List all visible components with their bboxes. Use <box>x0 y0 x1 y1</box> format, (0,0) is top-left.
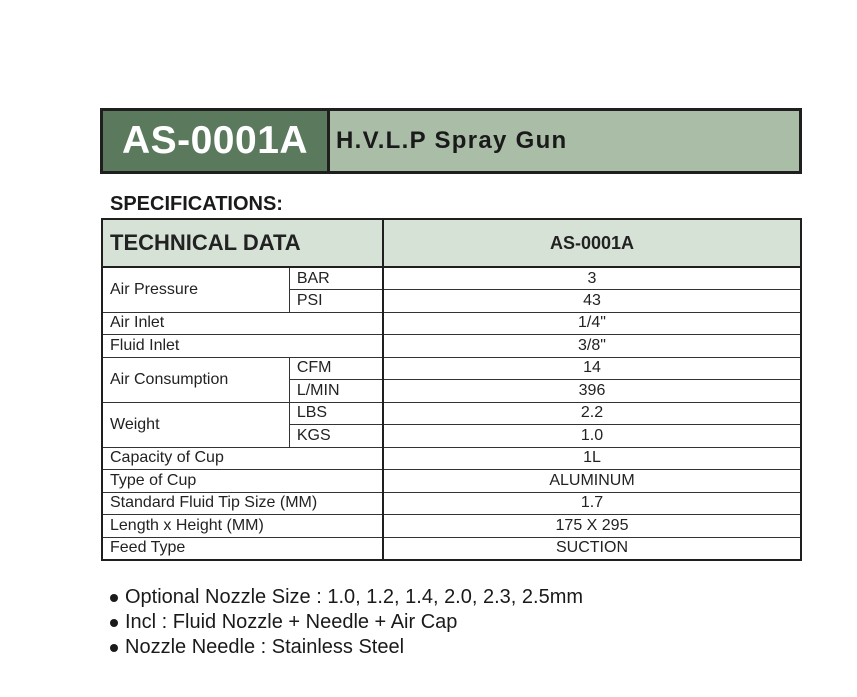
notes-list <box>110 585 583 660</box>
list-item <box>110 610 583 635</box>
list-item <box>110 635 583 660</box>
row-label-air-consumption: Air Consumption <box>102 357 289 402</box>
unit-lmin: L/MIN <box>289 380 383 403</box>
row-label-tip-size: Standard Fluid Tip Size (MM) <box>102 492 383 515</box>
unit-psi: PSI <box>289 290 383 313</box>
row-label-air-pressure: Air Pressure <box>102 267 289 312</box>
row-label-fluid-inlet: Fluid Inlet <box>102 335 383 358</box>
table-row <box>102 267 801 290</box>
unit-kgs: KGS <box>289 425 383 448</box>
value-cup-type: ALUMINUM <box>383 470 801 493</box>
row-label-dimensions: Length x Height (MM) <box>102 515 383 538</box>
value-dimensions: 175 X 295 <box>383 515 801 538</box>
table-row <box>102 357 801 380</box>
value-weight-kgs: 1.0 <box>383 425 801 448</box>
product-title: H.V.L.P Spray Gun <box>336 127 568 154</box>
value-feed-type: SUCTION <box>383 537 801 560</box>
row-label-air-inlet: Air Inlet <box>102 312 383 335</box>
spec-table <box>101 218 802 561</box>
table-row <box>102 537 801 560</box>
row-label-weight: Weight <box>102 402 289 447</box>
list-item <box>110 585 583 610</box>
value-tip-size: 1.7 <box>383 492 801 515</box>
unit-bar: BAR <box>289 267 383 290</box>
note-text: Incl : Fluid Nozzle + Needle + Air Cap <box>125 611 458 633</box>
value-capacity: 1L <box>383 447 801 470</box>
value-air-consumption-cfm: 14 <box>383 357 801 380</box>
value-air-consumption-lmin: 396 <box>383 380 801 403</box>
table-row <box>102 492 801 515</box>
note-text: Optional Nozzle Size : 1.0, 1.2, 1.4, 2.0, 2.3, 2.5mm <box>125 586 584 608</box>
table-row <box>102 470 801 493</box>
product-header <box>100 108 802 174</box>
table-row <box>102 402 801 425</box>
unit-lbs: LBS <box>289 402 383 425</box>
value-weight-lbs: 2.2 <box>383 402 801 425</box>
bullet-icon <box>110 594 118 602</box>
unit-cfm: CFM <box>289 357 383 380</box>
row-label-capacity: Capacity of Cup <box>102 447 383 470</box>
table-row <box>102 335 801 358</box>
bullet-icon <box>110 644 118 652</box>
bullet-icon <box>110 619 118 627</box>
specifications-heading: SPECIFICATIONS: <box>110 193 283 215</box>
table-row <box>102 447 801 470</box>
row-label-cup-type: Type of Cup <box>102 470 383 493</box>
column-header-model: AS-0001A <box>383 219 801 267</box>
table-row <box>102 312 801 335</box>
column-header-technical-data: TECHNICAL DATA <box>102 219 383 267</box>
model-number: AS-0001A <box>103 111 330 171</box>
table-header-row <box>102 219 801 267</box>
value-air-pressure-psi: 43 <box>383 290 801 313</box>
value-fluid-inlet: 3/8" <box>383 335 801 358</box>
value-air-inlet: 1/4" <box>383 312 801 335</box>
table-row <box>102 515 801 538</box>
value-air-pressure-bar: 3 <box>383 267 801 290</box>
note-text: Nozzle Needle : Stainless Steel <box>125 636 405 658</box>
row-label-feed-type: Feed Type <box>102 537 383 560</box>
